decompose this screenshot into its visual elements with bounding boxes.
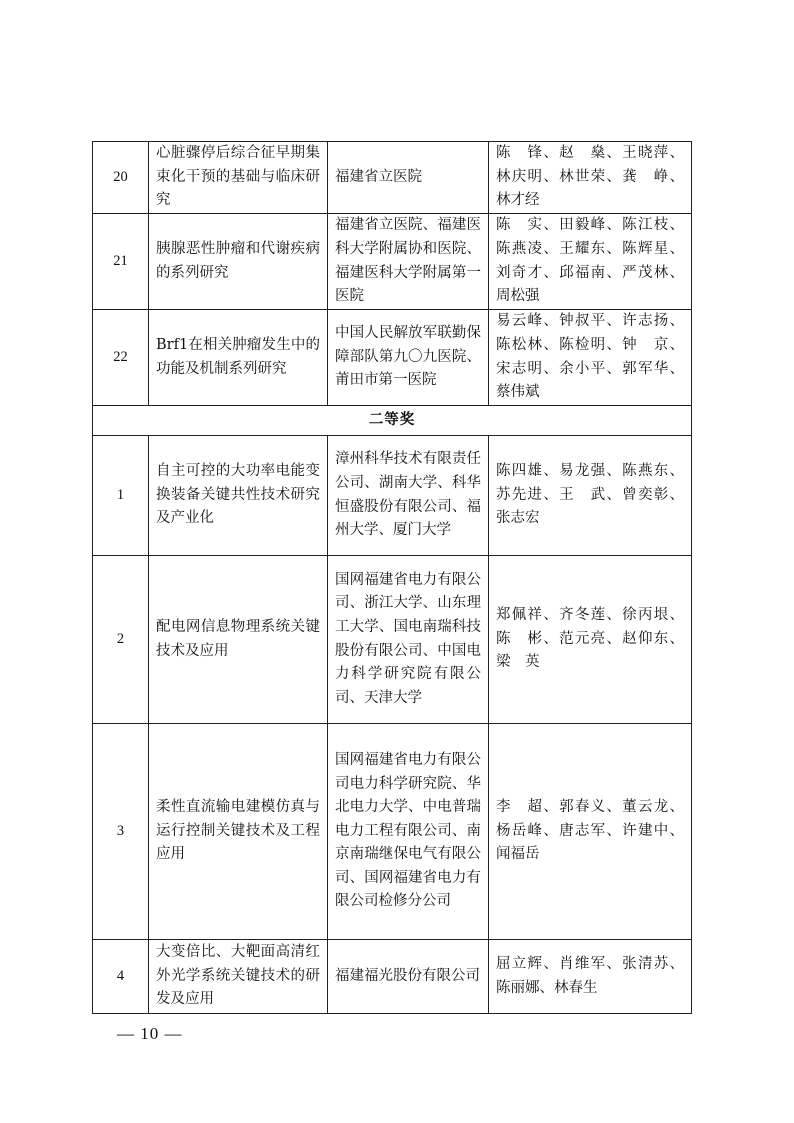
row-number: 2	[93, 556, 149, 724]
project-name: 心脏骤停后综合征早期集束化干预的基础与临床研究	[149, 142, 328, 214]
row-number: 1	[93, 436, 149, 556]
completing-unit: 福建福光股份有限公司	[328, 940, 489, 1014]
completing-unit: 漳州科华技术有限责任公司、湖南大学、科华恒盛股份有限公司、福州大学、厦门大学	[328, 436, 489, 556]
table-row	[93, 436, 692, 556]
section-title: 二等奖	[93, 406, 692, 436]
table-row	[93, 142, 692, 214]
table-row	[93, 214, 692, 310]
completing-people: 陈四雄、易龙强、陈燕东、苏先进、王 武、曾奕彰、张志宏	[489, 436, 692, 556]
project-name: Brf1在相关肿瘤发生中的功能及机制系列研究	[149, 310, 328, 406]
completing-people: 屈立辉、肖维军、张清苏、陈丽娜、林春生	[489, 940, 692, 1014]
table-row	[93, 556, 692, 724]
awards-table	[92, 141, 692, 1014]
completing-unit: 国网福建省电力有限公司、浙江大学、山东理工大学、国电南瑞科技股份有限公司、中国电力科学研究院有限公司、天津大学	[328, 556, 489, 724]
row-number: 4	[93, 940, 149, 1014]
table-row	[93, 310, 692, 406]
project-name: 自主可控的大功率电能变换装备关键共性技术研究及产业化	[149, 436, 328, 556]
project-name: 大变倍比、大靶面高清红外光学系统关键技术的研发及应用	[149, 940, 328, 1014]
row-number: 3	[93, 724, 149, 940]
completing-people: 郑佩祥、齐冬莲、徐丙垠、陈 彬、范元亮、赵仰东、梁 英	[489, 556, 692, 724]
project-name: 柔性直流输电建模仿真与运行控制关键技术及工程应用	[149, 724, 328, 940]
row-number: 20	[93, 142, 149, 214]
project-name: 胰腺恶性肿瘤和代谢疾病的系列研究	[149, 214, 328, 310]
completing-unit: 国网福建省电力有限公司电力科学研究院、华北电力大学、中电普瑞电力工程有限公司、南京南瑞继保电气有限公司、国网福建省电力有限公司检修分公司	[328, 724, 489, 940]
page-number: — 10 —	[117, 1024, 183, 1043]
row-number: 22	[93, 310, 149, 406]
table-row	[93, 724, 692, 940]
row-number: 21	[93, 214, 149, 310]
completing-unit: 中国人民解放军联勤保障部队第九〇九医院、莆田市第一医院	[328, 310, 489, 406]
completing-people: 陈 锋、赵 燊、王晓萍、林庆明、林世荣、龚 峥、林才经	[489, 142, 692, 214]
completing-unit: 福建省立医院、福建医科大学附属协和医院、福建医科大学附属第一医院	[328, 214, 489, 310]
table-row	[93, 940, 692, 1014]
completing-people: 易云峰、钟叔平、许志扬、陈松林、陈检明、钟 京、宋志明、余小平、郭军华、蔡伟斌	[489, 310, 692, 406]
completing-people: 陈 实、田毅峰、陈江枝、陈燕凌、王耀东、陈辉星、刘奇才、邱福南、严茂林、周松强	[489, 214, 692, 310]
completing-unit: 福建省立医院	[328, 142, 489, 214]
completing-people: 李 超、郭春义、董云龙、杨岳峰、唐志军、许建中、闻福岳	[489, 724, 692, 940]
section-header-row	[93, 406, 692, 436]
project-name: 配电网信息物理系统关键技术及应用	[149, 556, 328, 724]
